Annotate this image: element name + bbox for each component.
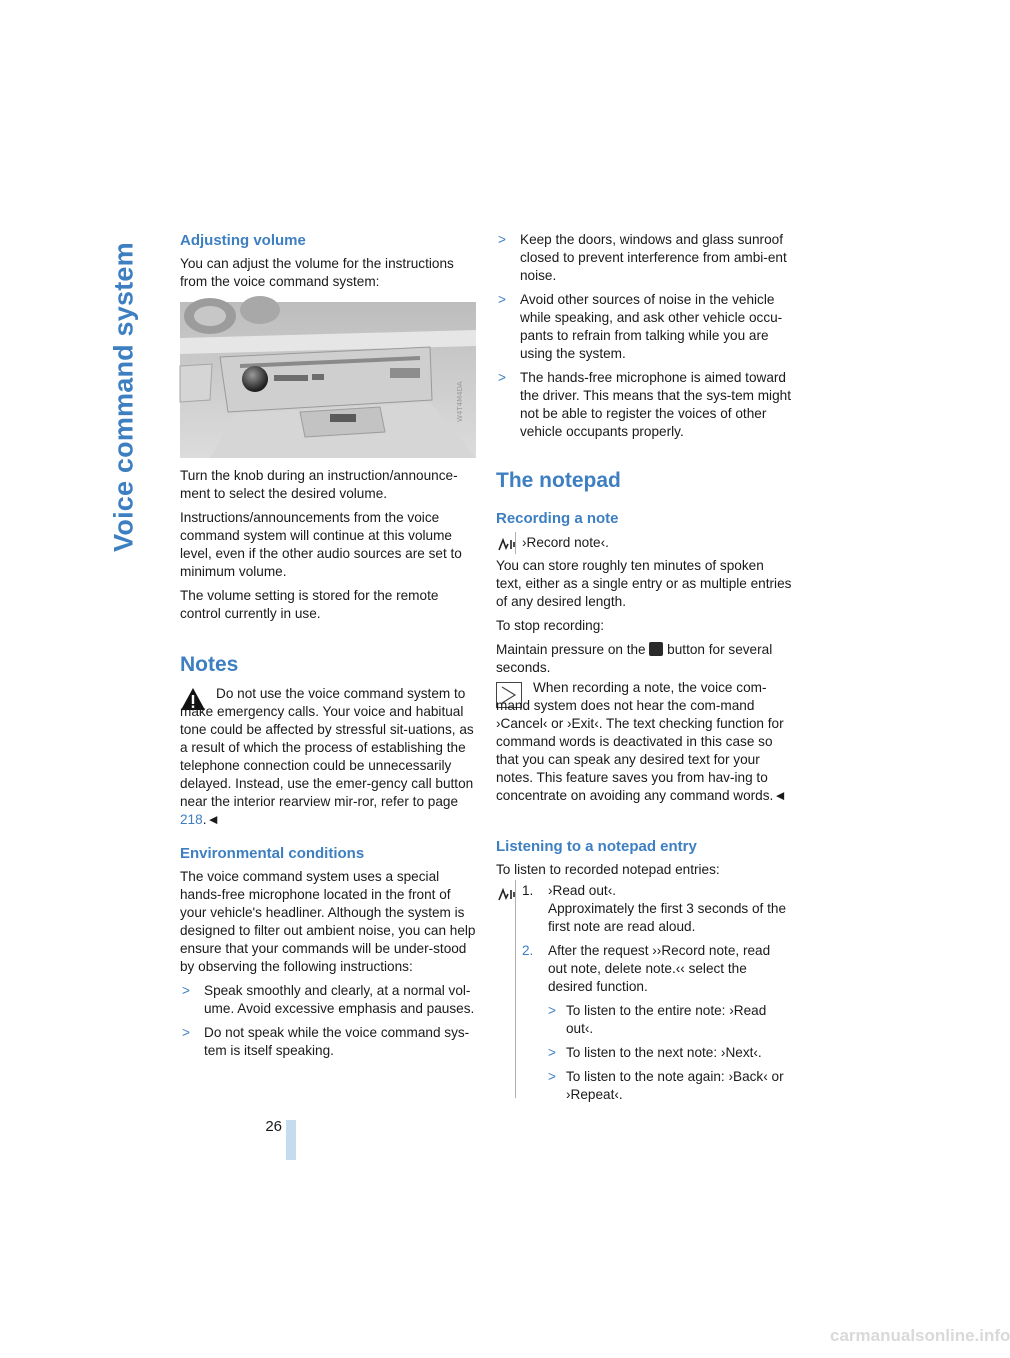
step-text: Approximately the first 3 seconds of the first note are read aloud. <box>548 901 787 934</box>
watermark: carmanualsonline.info <box>830 1326 1010 1345</box>
bullet-text: The hands-free microphone is aimed toward the driver. This means that the sys-tem might not be able to register the voices of other vehicle occupants properly. <box>520 370 791 439</box>
warning-paragraph <box>180 685 476 829</box>
bullet-item <box>496 369 792 441</box>
bullet-item <box>180 1024 476 1060</box>
volume-paragraph-1: Turn the knob during an instruction/announce-ment to select the desired volume. <box>180 468 458 501</box>
sub-bullet-item <box>548 1044 792 1062</box>
warning-block <box>180 685 476 835</box>
record-paragraph-3 <box>496 641 792 677</box>
environment-section <box>180 844 476 1066</box>
page-reference-link[interactable]: 218 <box>180 812 203 827</box>
talk-button-icon <box>649 642 663 656</box>
recording-section <box>496 509 792 529</box>
steps-list <box>522 882 792 1110</box>
bullet-marker: > <box>498 232 506 247</box>
voice-command-icon <box>497 886 519 902</box>
bullet-marker: > <box>548 1003 556 1018</box>
note-paragraph: When recording a note, the voice com-mand system does not hear the com-mand ›Cancel‹ or ›Exit‹. The text checking function for command words is deactivated in this case so that you can speak any desired text for your notes. This feature saves you from hav-ing to concentrate on avoiding any command words.◄ <box>496 680 787 803</box>
left-column-middle <box>180 467 476 629</box>
step-2 <box>522 942 792 1104</box>
notes-section <box>180 652 476 678</box>
record-paragraph-2: To stop recording: <box>496 618 605 633</box>
record-paragraph-1: You can store roughly ten minutes of spoken text, either as a single entry or as multiple entries of any desired length. <box>496 558 792 609</box>
recording-body <box>496 557 792 683</box>
left-column-top <box>180 231 476 297</box>
notepad-heading: The notepad <box>496 469 621 492</box>
bullet-marker: > <box>548 1069 556 1084</box>
record-text-b: button for several seconds. <box>496 642 773 675</box>
environment-paragraph: The voice command system uses a special hands-free microphone located in the front of your vehicle's headliner. Although the system is designed to filter out ambient noise, you can help ensure that your commands will be under-stood by observing the following instructions: <box>180 869 476 974</box>
voice-command-icon <box>497 536 519 552</box>
recording-note-heading: Recording a note <box>496 510 619 527</box>
warning-text: Do not use the voice command system to make emergency calls. Your voice and habitual tone could be affected by stressful sit-uations, as a result of which the process of establishing the telephone connection could be unnecessarily delayed. Instead, use the emer-gency call button near the interior rearview mir-ror, refer to page <box>180 686 474 809</box>
bullet-item <box>496 291 792 363</box>
sub-bullet-list <box>548 1002 792 1104</box>
step-command: ›Read out‹. <box>548 883 617 898</box>
listening-intro: To listen to recorded notepad entries: <box>496 862 720 877</box>
adjusting-volume-heading: Adjusting volume <box>180 232 306 249</box>
listening-section <box>496 837 792 885</box>
bullet-marker: > <box>498 292 506 307</box>
environmental-conditions-heading: Environmental conditions <box>180 845 365 862</box>
sub-bullet-item <box>548 1068 792 1104</box>
bullet-marker: > <box>498 370 506 385</box>
volume-paragraph-3: The volume setting is stored for the remote control currently in use. <box>180 588 439 621</box>
notepad-section <box>496 468 792 494</box>
adjust-intro: You can adjust the volume for the instructions from the voice command system: <box>180 256 454 289</box>
bullet-item <box>496 231 792 285</box>
page-number: 26 <box>265 1118 282 1135</box>
listening-heading: Listening to a notepad entry <box>496 838 697 855</box>
record-command-text: ›Record note‹. <box>522 535 609 550</box>
chapter-title-text: Voice command system <box>108 242 139 552</box>
step-text: After the request ››Record note, read out note, delete note.‹‹ select the desired function. <box>548 943 771 994</box>
dashboard-illustration <box>180 302 476 458</box>
note-block <box>496 679 792 811</box>
sub-bullet-item <box>548 1002 792 1038</box>
chapter-side-title <box>94 232 154 562</box>
step-number: 2. <box>522 943 534 958</box>
bullet-item <box>180 982 476 1018</box>
step-1 <box>522 882 792 936</box>
notes-heading: Notes <box>180 653 239 676</box>
dashboard-knob-figure <box>180 302 476 458</box>
right-column-top <box>496 231 792 447</box>
sub-bullet-text: To listen to the next note: ›Next‹. <box>566 1045 762 1060</box>
bullet-text: Avoid other sources of noise in the vehicle while speaking, and ask other vehicle occu-pants to refrain from talking while you are using the system. <box>520 292 783 361</box>
bullet-marker: > <box>182 983 190 998</box>
page-number-bar <box>286 1120 296 1160</box>
record-text-a: Maintain pressure on the <box>496 642 650 657</box>
warning-end: .◄ <box>202 812 220 827</box>
sub-bullet-text: To listen to the entire note: ›Read out‹. <box>566 1003 767 1036</box>
bullet-text: Keep the doors, windows and glass sunroof closed to prevent interference from ambi-ent noise. <box>520 232 787 283</box>
record-command <box>522 534 792 552</box>
image-code: W4T4M4DA <box>456 381 464 422</box>
bullet-marker: > <box>548 1045 556 1060</box>
volume-paragraph-2: Instructions/announcements from the voice command system will continue at this volume level, even if the other audio sources are set to minimum volume. <box>180 510 462 579</box>
sub-bullet-text: To listen to the note again: ›Back‹ or ›Repeat‹. <box>566 1069 784 1102</box>
bullet-marker: > <box>182 1025 190 1040</box>
step-number: 1. <box>522 883 534 898</box>
bullet-text: Speak smoothly and clearly, at a normal vol-ume. Avoid excessive emphasis and pauses. <box>204 983 475 1016</box>
voice-steps-divider <box>515 880 516 1098</box>
bullet-text: Do not speak while the voice command sys-tem is itself speaking. <box>204 1025 470 1058</box>
